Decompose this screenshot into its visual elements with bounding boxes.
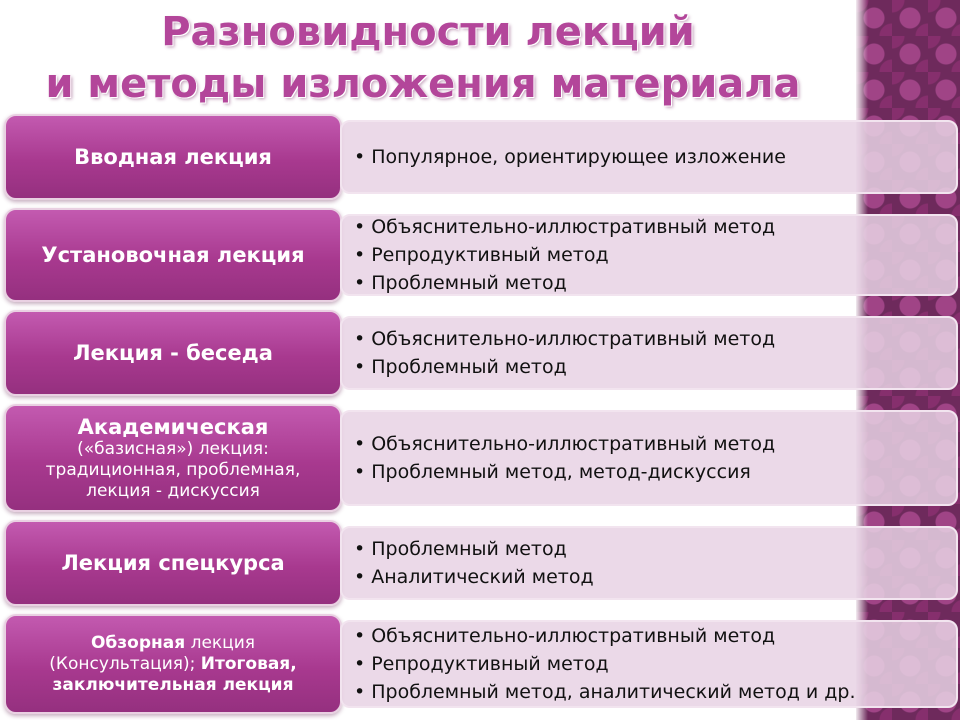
lecture-type-normal: (Консультация); [49,653,201,674]
lecture-type-line [91,633,255,654]
slide-title-line-1: Разновидности лекций [161,9,695,55]
lecture-row-academic [0,404,960,512]
lecture-type-label [4,404,342,512]
method-item: • Проблемный метод [354,353,944,381]
lecture-type-label: Вводная лекция [4,114,342,200]
lecture-type-label [4,614,342,714]
lecture-type-sub: («базисная») лекция: [77,438,269,459]
methods-box [340,120,958,194]
method-item: • Репродуктивный метод [354,650,944,678]
methods-box [340,214,958,296]
method-item: • Объяснительно-иллюстративный метод [354,213,944,241]
lecture-type-sub: лекция - дискуссия [86,480,260,501]
lecture-type-strong: Итоговая, [200,653,297,674]
method-item: • Аналитический метод [354,563,944,591]
lecture-type-label: Лекция - беседа [4,310,342,396]
method-item: • Проблемный метод, аналитический метод и др. [354,678,944,706]
method-item: • Популярное, ориентирующее изложение [354,143,944,171]
lecture-type-strong: заключительная лекция [52,674,294,695]
lecture-type-main: Академическая [77,414,269,439]
slide-title [0,6,856,110]
lecture-type-strong: Обзорная [90,632,186,653]
methods-box [340,410,958,506]
methods-box [340,620,958,708]
lecture-type-label: Лекция спецкурса [4,520,342,606]
method-item: • Объяснительно-иллюстративный метод [354,325,944,353]
lecture-row-conversation [0,310,960,396]
method-item: • Проблемный метод, метод-дискуссия [354,458,944,486]
methods-box [340,526,958,600]
method-item: • Репродуктивный метод [354,241,944,269]
lecture-row-overview [0,614,960,714]
lecture-row-setup [0,208,960,302]
lecture-row-special-course [0,520,960,606]
lecture-type-sub: традиционная, проблемная, [45,459,301,480]
method-item: • Проблемный метод [354,269,944,297]
lecture-type-line [49,654,296,675]
method-item: • Проблемный метод [354,535,944,563]
lecture-type-normal: лекция [185,632,256,653]
method-item: • Объяснительно-иллюстративный метод [354,622,944,650]
lecture-type-label: Установочная лекция [4,208,342,302]
methods-box [340,316,958,390]
method-item: • Объяснительно-иллюстративный метод [354,430,944,458]
lecture-row-introductory [0,114,960,200]
slide-title-line-2: и методы изложения материала [45,61,801,107]
